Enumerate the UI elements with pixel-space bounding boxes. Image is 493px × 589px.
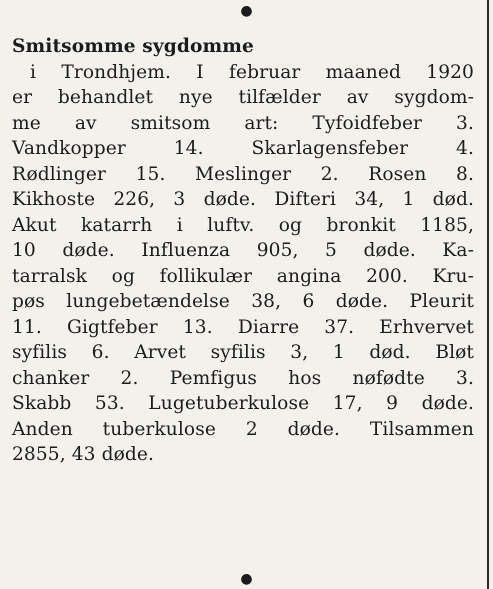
article-line: 10 døde. Influenza 905, 5 døde. Ka- [12, 240, 474, 261]
article-headline: Smitsomme sygdomme [12, 36, 254, 57]
article-line: 11. Gigtfeber 13. Diarre 37. Erhvervet [12, 316, 474, 338]
article-line: pøs lungebetændelse 38, 6 døde. Pleurit [12, 291, 474, 312]
article-line: Rødlinger 15. Meslinger 2. Rosen 8. [12, 163, 474, 185]
article-line: Anden tuberkulose 2 døde. Tilsammen [12, 418, 474, 440]
column-rule [487, 0, 489, 589]
article-line: Akut katarrh i luftv. og bronkit 1185, [12, 214, 474, 236]
article-line: syfilis 6. Arvet syfilis 3, 1 død. Bløt [12, 342, 474, 363]
article-line: Skabb 53. Lugetuberkulose 17, 9 døde. [12, 393, 474, 414]
bullet-separator-bottom: ● [240, 571, 253, 587]
article-line: Vandkopper 14. Skarlagensfeber 4. [12, 138, 474, 159]
article-line: Kikhoste 226, 3 døde. Difteri 34, 1 død. [12, 189, 474, 210]
article-line: chanker 2. Pemfigus hos nøfødte 3. [12, 367, 474, 389]
article-line: tarralsk og follikulær angina 200. Kru- [12, 265, 474, 287]
news-article [12, 34, 474, 468]
bullet-separator-top: ● [240, 3, 253, 19]
article-line-last: 2855, 43 døde. [12, 444, 155, 465]
article-line: me av smitsom art: Tyfoidfeber 3. [12, 112, 474, 134]
article-line: er behandlet nye tilfælder av sygdom- [12, 87, 474, 108]
article-line: i Trondhjem. I februar maaned 1920 [30, 61, 474, 83]
